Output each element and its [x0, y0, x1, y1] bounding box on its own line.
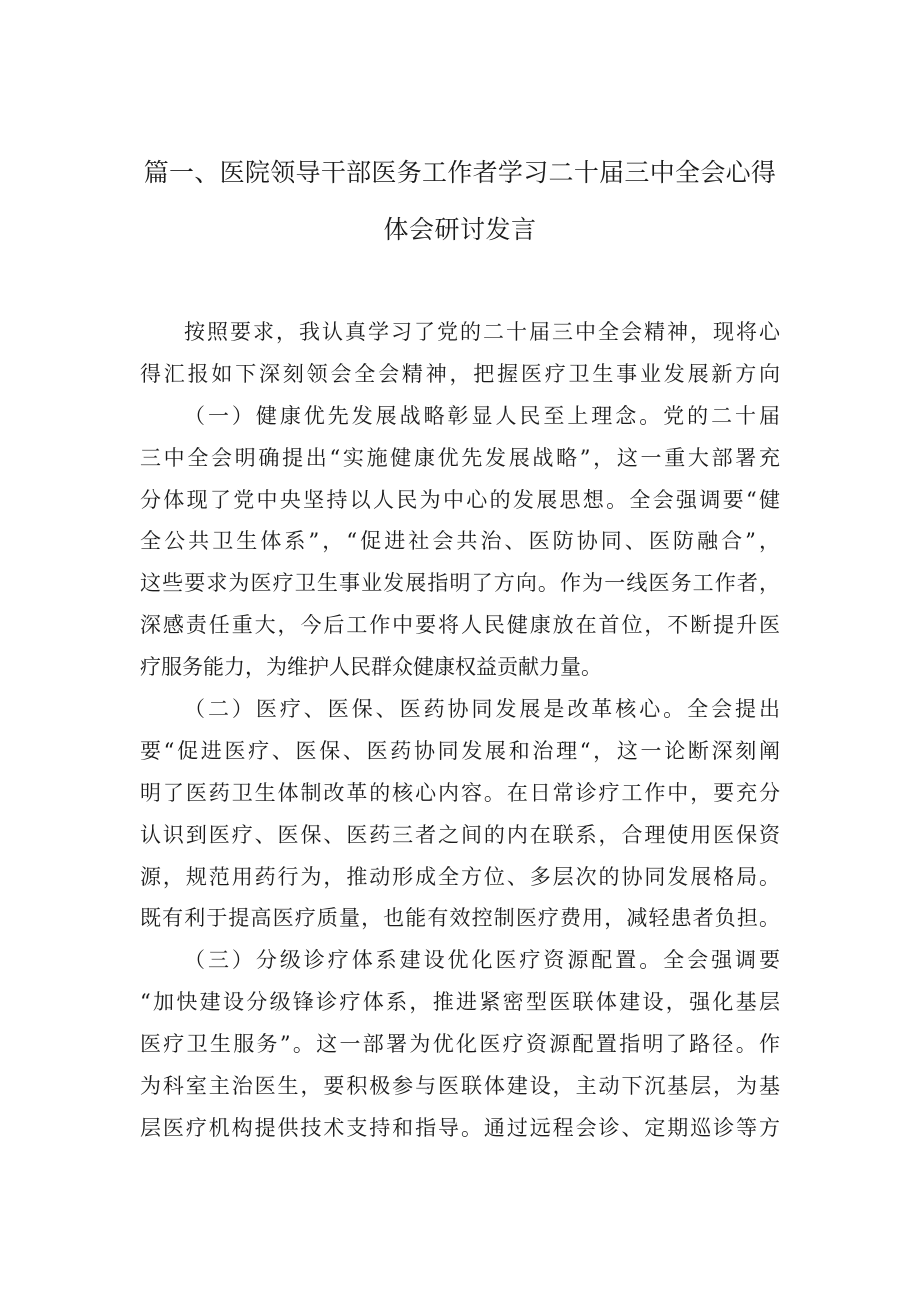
- document-title-line-1: 篇一、医院领导干部医务工作者学习二十届三中全会心得: [143, 158, 777, 187]
- body-line: 层医疗机构提供技术支持和指导。通过远程会诊、定期巡诊等方: [140, 1115, 780, 1140]
- body-line: 医疗卫生服务”。这一部署为优化医疗资源配置指明了路径。作: [140, 1032, 780, 1057]
- body-line: （一）健康优先发展战略彰显人民至上理念。党的二十届: [184, 403, 780, 428]
- body-line: 按照要求，我认真学习了党的二十届三中全会精神，现将心: [184, 320, 780, 344]
- document-title-line-2: 体会研讨发言: [383, 215, 537, 244]
- document-body: [140, 312, 780, 1150]
- body-line: 深感责任重大，今后工作中要将人民健康放在首位，不断提升医: [140, 613, 780, 638]
- body-line: 源，规范用药行为，推动形成全方位、多层次的协同发展格局。: [140, 864, 780, 889]
- body-line: 认识到医疗、医保、医药三者之间的内在联系，合理使用医保资: [140, 822, 780, 847]
- body-line: 疗服务能力，为维护人民群众健康权益贡献力量。: [140, 655, 602, 680]
- body-line: 明了医药卫生体制改革的核心内容。在日常诊疗工作中，要充分: [140, 780, 780, 805]
- body-line: “加快建设分级锋诊疗体系，推进紧密型医联体建设，强化基层: [140, 990, 780, 1015]
- body-line: （二）医疗、医保、医药协同发展是改革核心。全会提出: [184, 697, 780, 722]
- body-line: 为科室主治医生，要积极参与医联体建设，主动下沉基层，为基: [140, 1074, 780, 1099]
- body-line: 三中全会明确提出“实施健康优先发展战略”，这一重大部署充: [140, 445, 780, 470]
- body-line: （三）分级诊疗体系建设优化医疗资源配置。全会强调要: [184, 948, 780, 973]
- body-line: 要“促进医疗、医保、医药协同发展和治理“，这一论断深刻阐: [140, 738, 780, 763]
- body-line: 既有利于提高医疗质量，也能有效控制医疗费用，减轻患者负担。: [140, 906, 780, 931]
- body-line: 这些要求为医疗卫生事业发展指明了方向。作为一线医务工作者，: [140, 571, 780, 596]
- body-line: 得汇报如下深刻领会全会精神，把握医疗卫生事业发展新方向: [140, 361, 780, 386]
- body-line: 分体现了党中央坚持以人民为中心的发展思想。全会强调要“健: [140, 487, 780, 512]
- body-line: 全公共卫生体系”，“促进社会共治、医防协同、医防融合”，: [140, 529, 780, 554]
